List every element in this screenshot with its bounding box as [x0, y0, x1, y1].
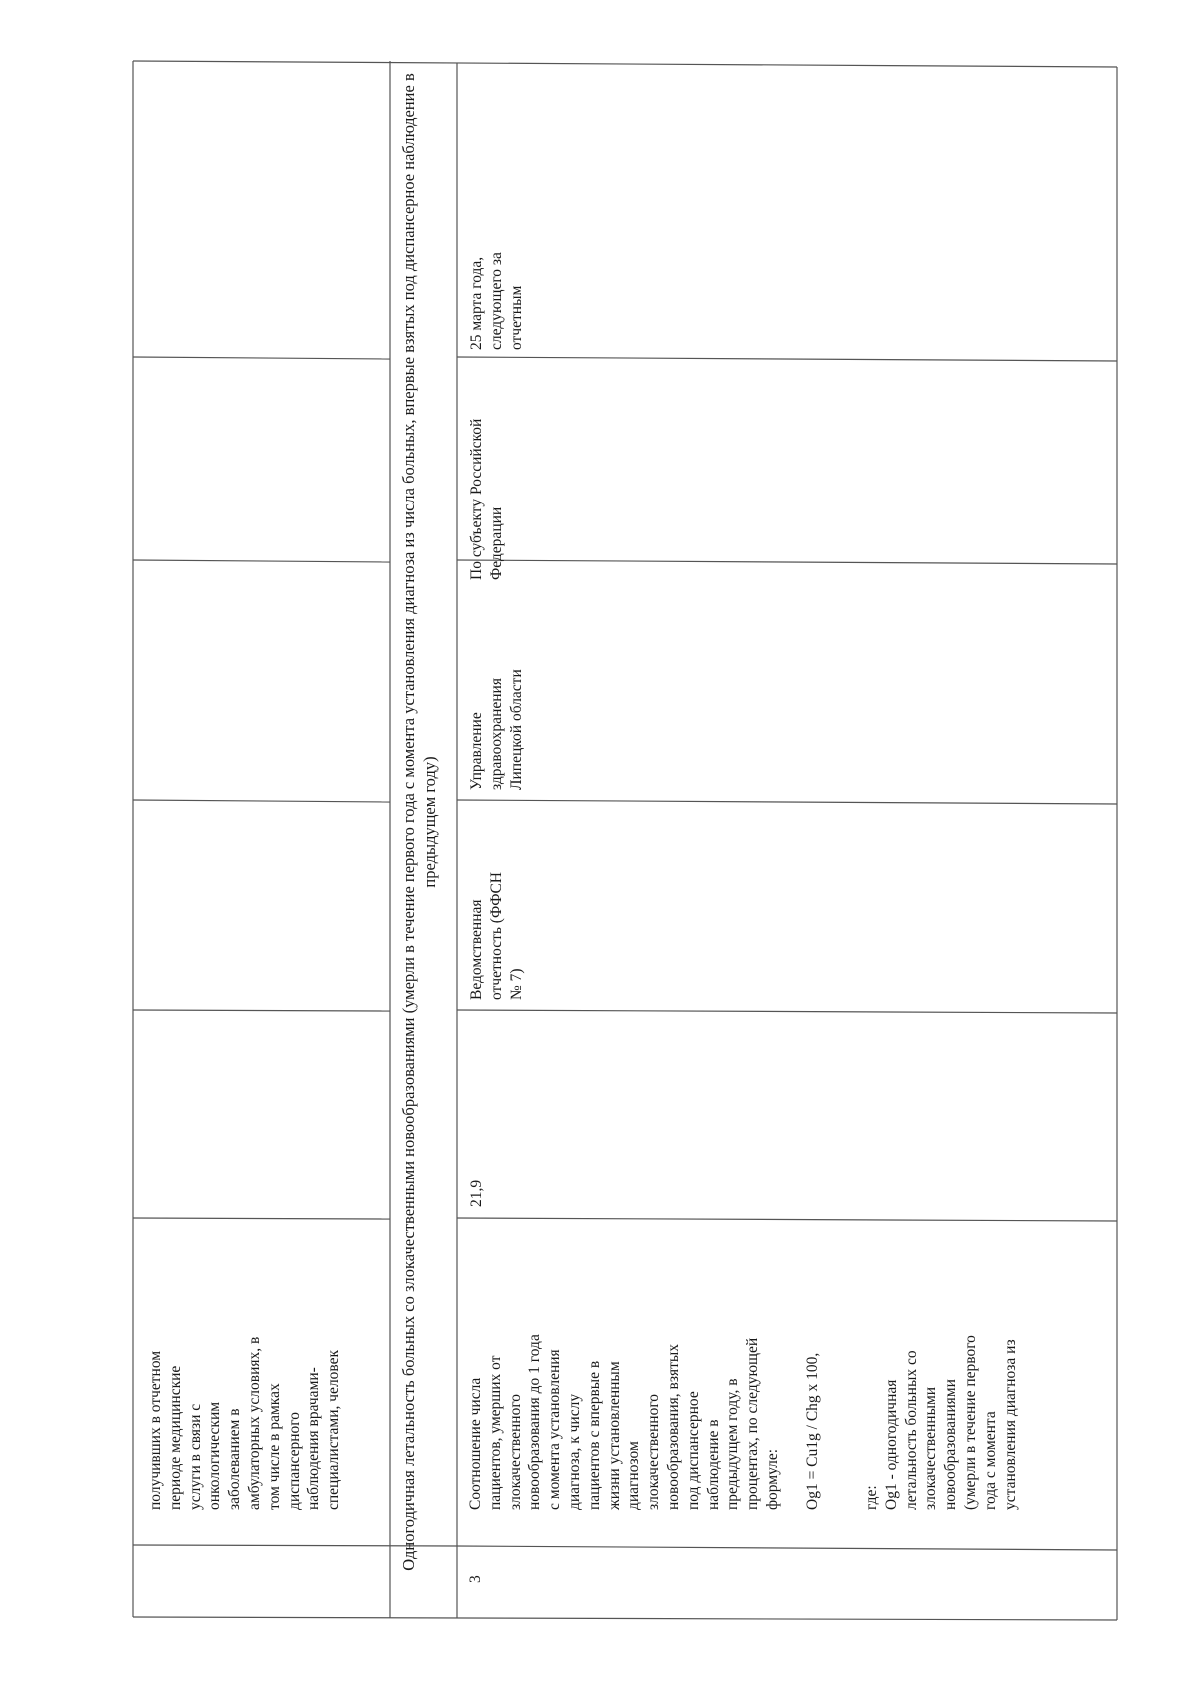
col-sep-12 [457, 357, 1117, 361]
col-sep-8 [457, 1218, 1117, 1221]
row-responsible: Управление здравоохранения Липецкой области [468, 669, 525, 790]
row-deadline: 25 марта года, следующего за отчетным [468, 252, 525, 350]
prev-row-description: получивших в отчетном периоде медицинские услуги в связи с онкологическим заболеванием в амбулаторных условиях, в том числе в рамках диспансерного наблюдения врачами- специалистами, человек [147, 1336, 343, 1510]
row-description: Соотношение числа пациентов, умерших от злокачественного новообразования до 1 года с момента установления диагноза, к числу пациентов с впервые в жизни установленным диагнозом злокачественного новообразования, взятых под диспансерное наблюдение в предыдущем году, в процентах, по следующей формуле: Og1 = Cu1g / Chg x 100, где: Og1 - одногодичная летальность больных со злокачественными новообразованиями (умерли в течение первого года с момента установления диагноза из [467, 1334, 1019, 1510]
row-value: 21,9 [468, 1179, 485, 1207]
table-border-bottom [133, 1617, 1117, 1620]
col-sep-7 [457, 1546, 1117, 1550]
col-sep-4 [133, 800, 390, 802]
section-title: Одногодичная летальность больных со злокачественными новообразованиями (умерли в течение первого года с момента установления диагноза из числа больных, впервые взятых под диспансерное наблюдение в предыдущем году) [399, 73, 439, 1571]
row-level: По субъекту Российской Федерации [468, 418, 505, 580]
col-sep-10 [457, 800, 1117, 804]
row-source: Ведомственная отчетность (ФФСН № 7) [468, 872, 525, 1000]
table-border-top [133, 61, 1117, 67]
col-sep-6 [133, 357, 390, 359]
col-sep-9 [457, 1010, 1117, 1013]
col-sep-5 [133, 560, 390, 562]
col-sep-2 [133, 1218, 390, 1219]
col-sep-3 [133, 1010, 390, 1011]
col-sep-11 [457, 560, 1117, 564]
row-number: 3 [467, 1575, 484, 1583]
